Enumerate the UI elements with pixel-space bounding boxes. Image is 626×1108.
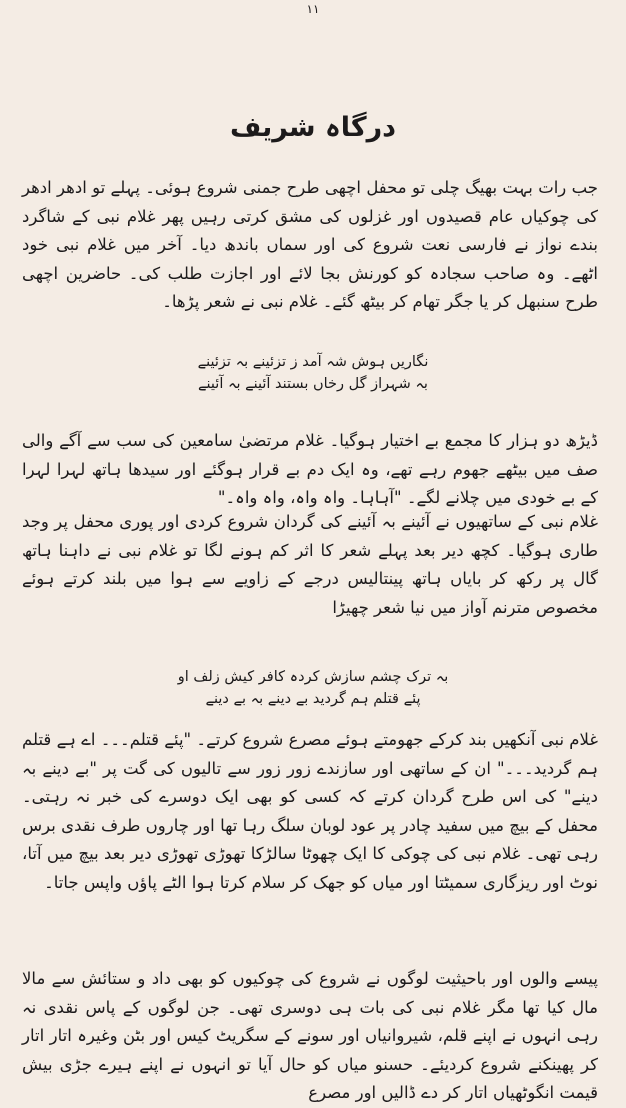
paragraph: ڈیڑھ دو ہزار کا مجمع بے اختیار ہوگیا۔ غلام مرتضیٰ سامعین کی سب سے آگے والی صف میں بیٹھے جھوم رہے تھے، وہ ایک دم بے قرار ہوگئے اور سیدھا ہاتھ لہرا لہرا کے بے خودی میں چلانے لگے۔ "آہاہا۔ واہ واہ، واہ واہ۔" <box>22 431 598 507</box>
page-number: ۱۱ <box>306 2 320 16</box>
verse-line: بہ شہراز گل رخاں بستند آئینے بہ آئینے <box>198 376 428 392</box>
verse-couplet <box>0 667 626 711</box>
paragraph: پیسے والوں اور باحیثیت لوگوں نے شروع کی چوکیوں کو بھی داد و ستائش سے مالا مال کیا تھا مگر غلام نبی کی بات ہی دوسری تھی۔ جن لوگوں کے پاس نقدی نہ رہی انہوں نے اپنے قلم، شیروانیاں اور سونے کے سگریٹ کیس اور بٹن وغیرہ اتار اتار کر پھینکنے شروع کردیئے۔ حسنو میاں کو حال آیا تو انہوں نے اپنے ہیرے جڑی بیش قیمت انگوٹھیاں اتار کر دے ڈالیں اور مصرع <box>22 969 598 1102</box>
verse-line: پئے قتلم ہم گردید بے دینے بہ بے دینے <box>205 691 421 707</box>
paragraph: غلام نبی آنکھیں بند کرکے جھومتے ہوئے مصرع شروع کرتے۔ "پئے قتلم۔۔۔ اے ہے قتلم ہم گردید۔۔۔" ان کے ساتھی اور سازندے زور زور سے تالیوں کی گت پر "بے دینے بہ دینے" کی اس طرح گردان کرتے کہ کسی کو بھی ایک دوسرے کی خبر نہ رہتی۔ محفل کے بیچ میں سفید چادر پر عود لوبان سلگ رہا تھا اور چاروں طرف نقدی برس رہی تھی۔ غلام نبی کی چوکی کا ایک چھوٹا سالڑکا تھوڑی تھوڑی دیر بعد بیچ میں آتا، نوٹ اور ریزگاری سمیٹتا اور میاں کو جھک کر سلام کرتا ہوا الٹے پاؤں واپس جاتا۔ <box>22 730 598 892</box>
page-title: درگاہ شریف <box>229 112 397 143</box>
verse-line: بہ ترک چشم سازش کردہ کافر کیش زلف او <box>177 669 449 685</box>
paragraph: جب رات بہت بھیگ چلی تو محفل اچھی طرح جمنی شروع ہوئی۔ پہلے تو ادھر ادھر کی چوکیاں عام قصیدوں اور غزلوں کی مشق کرتی رہیں پھر غلام نبی کے شاگرد بندے نواز نے فارسی نعت شروع کی اور سماں باندھ دیا۔ آخر میں غلام نبی خود اٹھے۔ وہ صاحب سجادہ کو کورنش بجا لائے اور اجازت طلب کی۔ حاضرین اچھی طرح سنبھل کر یا جگر تھام کر بیٹھ گئے۔ غلام نبی نے شعر پڑھا۔ <box>22 178 598 311</box>
paragraph: غلام نبی کے ساتھیوں نے آئینے بہ آئینے کی گردان شروع کردی اور پوری محفل پر وجد طاری ہوگیا۔ کچھ دیر بعد پہلے شعر کا اثر کم ہونے لگا تو غلام نبی نے داہنا ہاتھ گال پر رکھ کر بایاں ہاتھ پینتالیس درجے کے زاویے سے ہوا میں بلند کرتے ہوئے مخصوص مترنم آواز میں نیا شعر چھیڑا <box>22 512 598 617</box>
verse-line: نگاریں ہوش شہ آمد ز تزئینے بہ تزئینے <box>197 354 429 370</box>
verse-couplet <box>0 352 626 396</box>
